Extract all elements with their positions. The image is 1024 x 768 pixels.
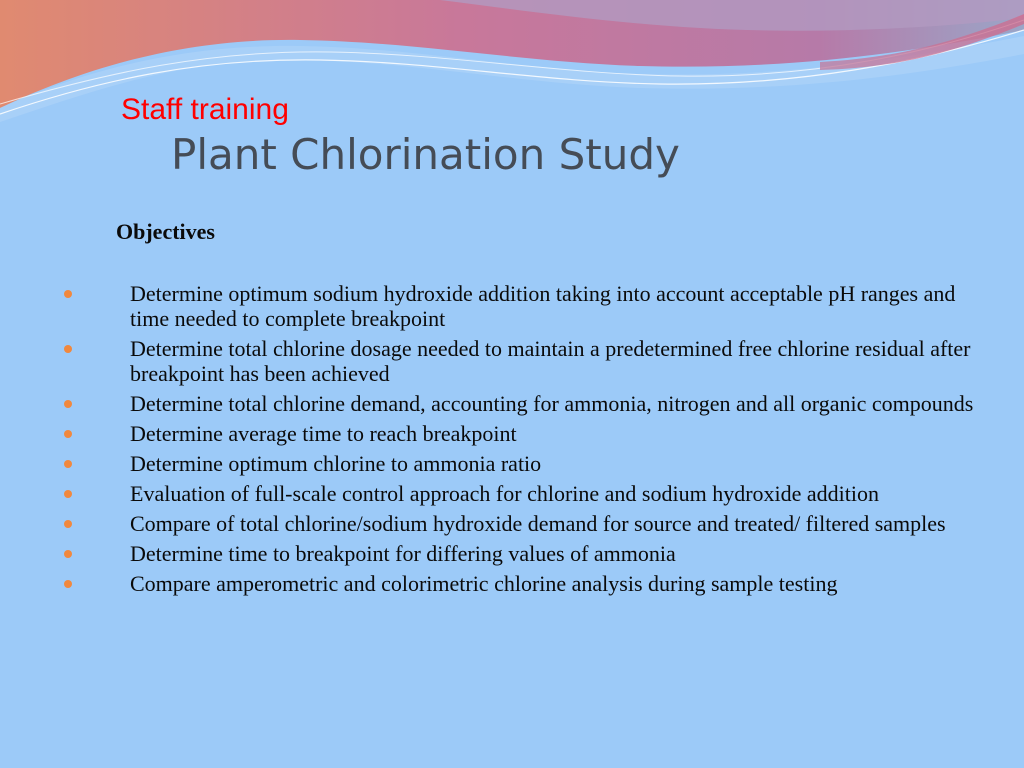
list-item <box>60 281 980 331</box>
bullet-dot-icon <box>64 290 72 298</box>
list-item-text: Determine optimum sodium hydroxide addition taking into account acceptable pH ranges and time needed to complete breakpoint <box>130 281 956 331</box>
list-item <box>60 481 980 506</box>
bullet-dot-icon <box>64 580 72 588</box>
slide-title: Plant Chlorination Study <box>171 130 680 179</box>
list-item-text: Compare amperometric and colorimetric chlorine analysis during sample testing <box>130 571 838 596</box>
list-item-text: Determine total chlorine demand, accounting for ammonia, nitrogen and all organic compounds <box>130 391 974 416</box>
bullet-dot-icon <box>64 400 72 408</box>
objectives-list <box>60 281 980 601</box>
objectives-heading: Objectives <box>116 219 215 244</box>
bullet-dot-icon <box>64 430 72 438</box>
list-item <box>60 336 980 386</box>
bullet-dot-icon <box>64 345 72 353</box>
list-item <box>60 391 980 416</box>
list-item-text: Determine average time to reach breakpoint <box>130 421 517 446</box>
list-item-text: Compare of total chlorine/sodium hydroxide demand for source and treated/ filtered samples <box>130 511 946 536</box>
bullet-dot-icon <box>64 490 72 498</box>
bullet-dot-icon <box>64 460 72 468</box>
list-item <box>60 451 980 476</box>
list-item-text: Evaluation of full-scale control approach for chlorine and sodium hydroxide addition <box>130 481 879 506</box>
bullet-dot-icon <box>64 520 72 528</box>
list-item <box>60 541 980 566</box>
list-item <box>60 421 980 446</box>
slide-subtitle: Staff training <box>121 93 289 126</box>
list-item <box>60 511 980 536</box>
list-item-text: Determine time to breakpoint for differing values of ammonia <box>130 541 676 566</box>
list-item-text: Determine total chlorine dosage needed to maintain a predetermined free chlorine residual after breakpoint has been achieved <box>130 336 971 386</box>
bullet-dot-icon <box>64 550 72 558</box>
list-item-text: Determine optimum chlorine to ammonia ratio <box>130 451 542 476</box>
list-item <box>60 571 980 596</box>
